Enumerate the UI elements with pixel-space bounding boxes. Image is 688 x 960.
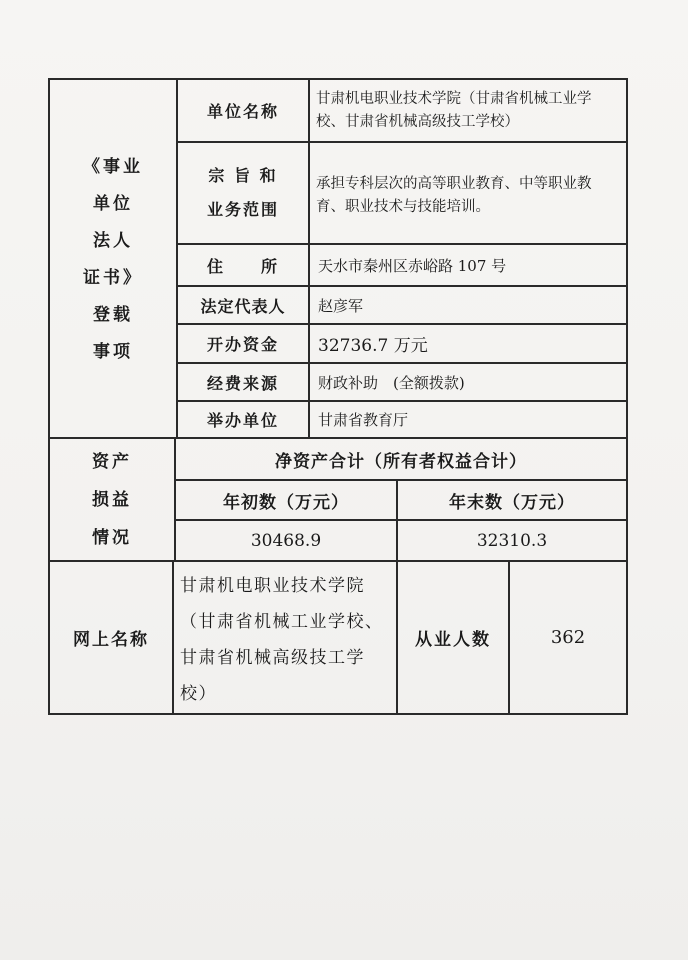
purpose-value: 承担专科层次的高等职业教育、中等职业教育、职业技术与技能培训。 [316, 176, 592, 215]
purpose-label [178, 143, 308, 243]
title-line: 损益 [92, 489, 132, 510]
title-line: 事项 [93, 342, 133, 362]
divider [308, 78, 310, 438]
unit-name-value: 甘肃机电职业技术学院（甘肃省机械工业学校、甘肃省机械高级技工学校） [316, 91, 592, 130]
funding-label: 经费来源 [206, 373, 279, 393]
table-border-right [626, 78, 628, 715]
legal-rep-label: 法定代表人 [200, 296, 286, 316]
staff-count-label: 从业人数 [415, 630, 491, 650]
online-name-line: 甘肃省机械高级技工学 [180, 648, 365, 668]
title-line: 证书》 [83, 268, 143, 288]
purpose-label-line1: 宗 旨 和 [208, 166, 278, 185]
purpose-label-line2: 业务范围 [206, 200, 279, 219]
begin-year-label: 年初数（万元） [223, 492, 349, 513]
begin-year-value: 30468.9 [250, 530, 322, 551]
net-assets-header: 净资产合计（所有者权益合计） [275, 451, 527, 472]
title-line: 情况 [92, 527, 132, 548]
title-line: 法人 [93, 231, 133, 251]
capital-value: 32736.7 万元 [318, 336, 428, 356]
sponsor-label: 举办单位 [206, 411, 279, 430]
capital-label: 开办资金 [206, 335, 279, 354]
table-border-top [48, 78, 628, 80]
online-name-line: 甘肃机电职业技术学院 [180, 576, 365, 596]
legal-rep-value: 赵彦军 [318, 296, 364, 315]
title-line: 《事业 [83, 157, 143, 177]
assets-section-title [50, 439, 174, 560]
divider [172, 560, 174, 715]
address-value: 天水市秦州区赤峪路 107 号 [318, 256, 507, 275]
staff-count-value: 362 [550, 627, 586, 648]
online-name-label: 网上名称 [73, 630, 149, 650]
online-name-value [180, 568, 392, 710]
end-year-value: 32310.3 [476, 530, 548, 551]
address-label: 住 所 [206, 256, 279, 276]
title-line: 单位 [93, 194, 133, 214]
title-line: 登载 [93, 305, 133, 325]
title-line: 资产 [92, 451, 132, 472]
table-border-bottom [48, 713, 628, 715]
online-name-line: （甘肃省机械工业学校、 [180, 612, 384, 632]
online-name-line: 校） [180, 684, 217, 704]
registration-section-title [50, 150, 176, 370]
unit-name-label: 单位名称 [206, 102, 279, 121]
funding-value: 财政补助 (全额拨款) [318, 373, 465, 392]
sponsor-value: 甘肃省教育厅 [318, 411, 409, 429]
end-year-label: 年末数（万元） [449, 492, 575, 513]
